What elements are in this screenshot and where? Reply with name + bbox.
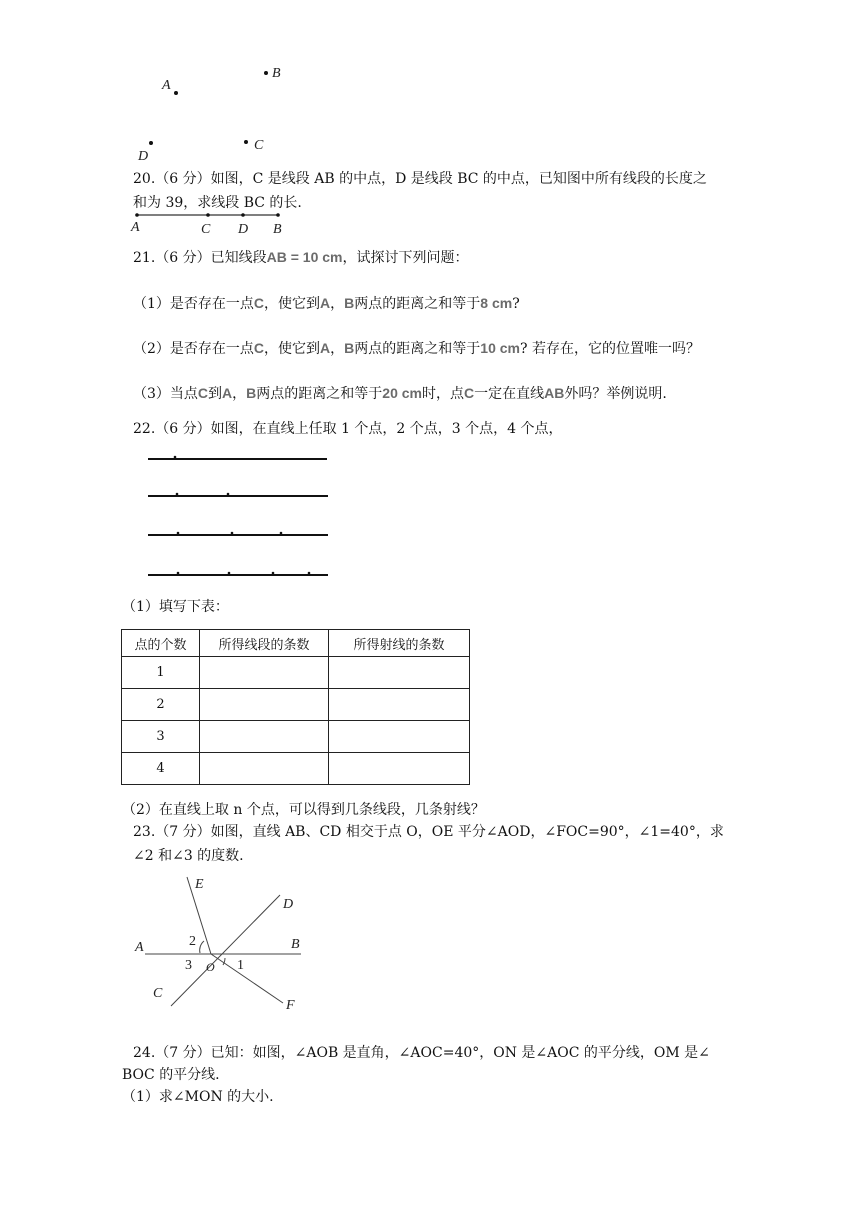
q24-line2: BOC 的平分线. xyxy=(122,1067,220,1083)
point-a-label: A xyxy=(162,78,171,93)
point-b-label: B xyxy=(273,222,282,237)
q21-p3-ab: AB xyxy=(544,385,565,401)
q21-p1-pa: A xyxy=(320,295,331,311)
q21-p2-a: （2）是否存在一点 xyxy=(133,341,254,357)
point-d-label: D xyxy=(138,149,149,164)
table-cell: 3 xyxy=(122,721,200,753)
q21-stem-b: ，试探讨下列问题： xyxy=(342,250,469,266)
q23-line1: 23.（7 分）如图，直线 AB、CD 相交于点 O，OE 平分∠AOD，∠FOC=90°，∠1=40°，求 xyxy=(133,824,724,840)
table-cell: 2 xyxy=(122,689,200,721)
q21-p2-c2: 两点的距离之和等于 xyxy=(354,341,481,357)
q21-p2-c: C xyxy=(253,340,265,356)
q21-p2-comma: ， xyxy=(330,341,345,357)
q21-p3-a: （3）当点 xyxy=(133,386,198,402)
angle-2-arc xyxy=(200,941,204,953)
table-header-cell: 所得线段的条数 xyxy=(200,630,329,657)
point-d-label: D xyxy=(238,222,249,237)
q21-p1-comma: ， xyxy=(330,296,345,312)
angle-1-arc xyxy=(223,958,225,965)
table-header-cell: 所得射线的条数 xyxy=(329,630,470,657)
q21-p2-pa: A xyxy=(320,340,331,356)
angle-1-label: 1 xyxy=(237,958,244,973)
label-b: B xyxy=(291,937,300,952)
q21-p1-d: ? xyxy=(512,296,520,312)
q20-line1: 20.（6 分）如图，C 是线段 AB 的中点，D 是线段 BC 的中点，已知图中所有线段的长度之 xyxy=(133,171,707,187)
q24-sub1: （1）求∠MON 的大小. xyxy=(122,1089,274,1105)
label-o: O xyxy=(206,960,215,974)
q21-p3-b: 到 xyxy=(208,386,223,402)
point-a-label: A xyxy=(131,220,140,235)
q23-line2: ∠2 和∠3 的度数. xyxy=(133,848,244,864)
q21-p3-pa: A xyxy=(222,385,233,401)
q21-stem-a: 21.（6 分）已知线段 xyxy=(133,250,267,266)
table-cell: 4 xyxy=(122,753,200,785)
q21-p2-pb: B xyxy=(344,340,355,356)
point-b-label: B xyxy=(272,66,281,81)
q21-p3-f: 外吗？举例说明. xyxy=(564,386,667,402)
q22-stem: 22.（6 分）如图，在直线上任取 1 个点，2 个点，3 个点，4 个点， xyxy=(133,421,563,437)
angle-2-label: 2 xyxy=(189,934,196,949)
label-d: D xyxy=(283,897,294,912)
q21-p3-val: 20 cm xyxy=(382,385,422,401)
label-e: E xyxy=(195,877,204,892)
label-a: A xyxy=(135,940,144,955)
q22-sub2: （2）在直线上取 n 个点，可以得到几条线段，几条射线？ xyxy=(122,802,485,818)
angle-3-label: 3 xyxy=(185,958,192,973)
ray-of xyxy=(211,954,283,1003)
label-f: F xyxy=(286,998,295,1013)
q24-line1: 24.（7 分）已知：如图，∠AOB 是直角，∠AOC=40°，ON 是∠AOC 的平分线，OM 是∠ xyxy=(133,1045,710,1061)
q21-p1-a: （1）是否存在一点 xyxy=(133,296,254,312)
q21-p3-e: 一定在直线 xyxy=(474,386,545,402)
q21-p3-comma: ， xyxy=(232,386,247,402)
q21-p3-c2: 两点的距离之和等于 xyxy=(256,386,383,402)
q21-p2-d: ? 若存在，它的位置唯一吗？ xyxy=(520,341,700,357)
q21-stem-math: AB = 10 cm xyxy=(266,249,343,265)
q21-p3-d: 时，点 xyxy=(422,386,464,402)
label-c: C xyxy=(153,986,163,1001)
q21-p2-b: ，使它到 xyxy=(264,341,321,357)
q21-p1-val: 8 cm xyxy=(480,295,513,311)
q21-p2-val: 10 cm xyxy=(480,340,520,356)
q21-p1-b: ，使它到 xyxy=(264,296,321,312)
q21-p3-c3: C xyxy=(464,385,475,401)
q21-p1-c2: 两点的距离之和等于 xyxy=(354,296,481,312)
q20-line2: 和为 39，求线段 BC 的长. xyxy=(133,195,302,211)
q22-sub1: （1）填写下表： xyxy=(122,599,229,615)
q21-p1-c: C xyxy=(253,295,265,311)
q21-p1-pb: B xyxy=(344,295,355,311)
table-header-cell: 点的个数 xyxy=(122,630,200,657)
q21-p3-c: C xyxy=(197,385,209,401)
q21-p3-pb: B xyxy=(246,385,257,401)
point-c-label: C xyxy=(254,138,264,153)
point-c-label: C xyxy=(201,222,211,237)
table-cell: 1 xyxy=(122,657,200,689)
